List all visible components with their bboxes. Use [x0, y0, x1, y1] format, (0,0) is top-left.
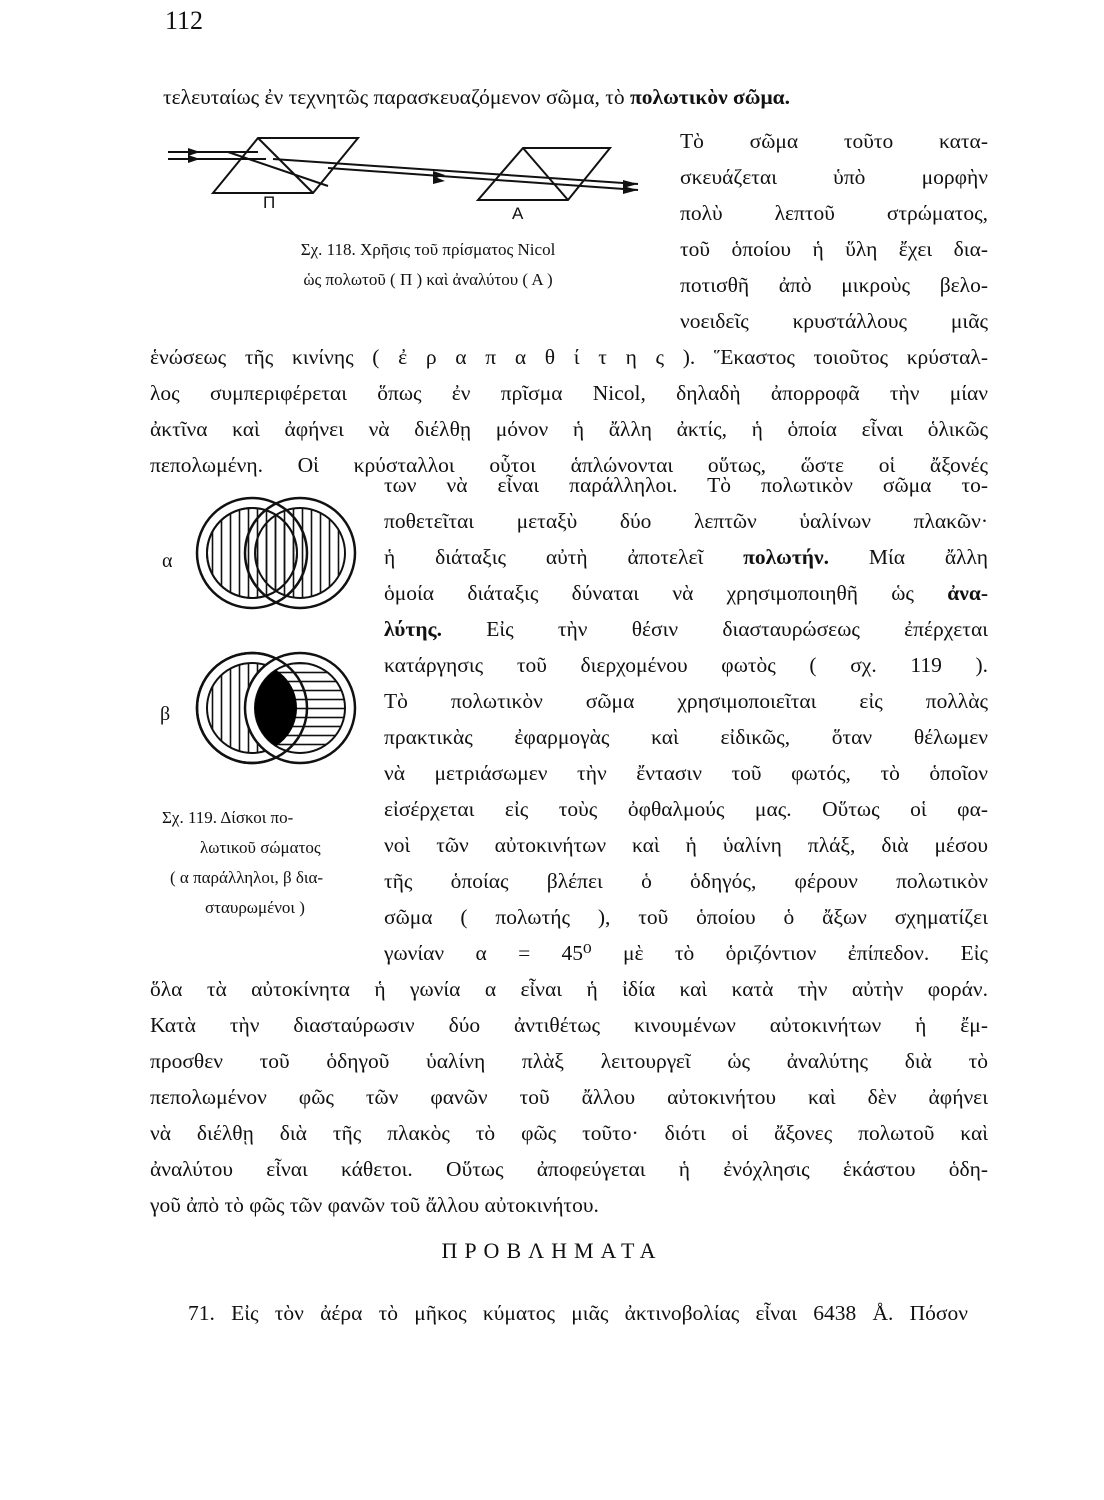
label-analyzer-a: Α: [512, 204, 524, 223]
page-number: 112: [165, 6, 204, 35]
label-alpha: α: [162, 550, 173, 572]
body-text: ἡ διάταξις αὐτὴ ἀποτελεῖ: [384, 545, 744, 569]
light-rays: [168, 152, 638, 190]
bold-term-analytes: ἀνα-: [947, 581, 988, 605]
disc-pair-crossed: [197, 653, 355, 763]
body-line-30: νὰ διέλθῃ διὰ τῆς πλακὸς τὸ φῶς τοῦτο· διότι οἱ ἄξονες πολωτοῦ καὶ: [150, 1121, 988, 1145]
body-line-9: λος συμπεριφέρεται ὅπως ἐν πρῖσμα Nicol, δηλαδὴ ἀπορροφᾶ τὴν μίαν: [150, 381, 988, 405]
body-line-20: νὰ μετριάσωμεν τὴν ἔντασιν τοῦ φωτός, τὸ ὁποῖον: [384, 761, 988, 785]
body-line-6: ποτισθῆ ἀπὸ μικροὺς βελο-: [680, 273, 988, 297]
body-line-25: γωνίαν α = 45⁰ μὲ τὸ ὁριζόντιον ἐπίπεδον. Εἰς: [384, 941, 988, 965]
figure-118-caption-line-2: ὡς πολωτοῦ ( Π ) καὶ ἀναλύτου ( Α ): [303, 270, 553, 289]
body-text: Εἰς τὴν θέσιν διασταυρώσεως ἐπέρχεται: [441, 617, 988, 641]
bold-term-polotikon-soma: πολωτικὸν σῶμα.: [630, 85, 791, 109]
figure-118-nicol-prisms: [168, 128, 658, 218]
body-line-12: των νὰ εἶναι παράλληλοι. Τὸ πολωτικὸν σῶμα το-: [384, 473, 988, 497]
figure-118-caption-line-1: Σχ. 118. Χρῆσις τοῦ πρίσματος Nicol: [300, 240, 556, 259]
body-line-27: Κατὰ τὴν διασταύρωσιν δύο ἀντιθέτως κινουμένων αὐτοκινήτων ἡ ἔμ-: [150, 1013, 988, 1037]
figure-119-caption-line-4: σταυρωμένοι ): [205, 898, 305, 917]
body-line-23: τῆς ὁποίας βλέπει ὁ ὁδηγός, φέρουν πολωτικὸν: [384, 869, 988, 893]
ray-arrows: [188, 148, 638, 194]
figure-119-polarizing-discs: [190, 488, 370, 778]
problem-71: 71. Εἰς τὸν ἀέρα τὸ μῆκος κύματος μιᾶς ἀκτινοβολίας εἶναι 6438 Å. Πόσον: [188, 1301, 968, 1325]
body-text: τελευταίως ἐν τεχνητῶς παρασκευαζόμενον σῶμα, τὸ: [163, 85, 630, 109]
body-line-26: ὅλα τὰ αὐτοκίνητα ἡ γωνία α εἶναι ἡ ἰδία καὶ κατὰ τὴν αὐτὴν φοράν.: [150, 977, 988, 1001]
label-polarizer-p: Π: [263, 193, 276, 212]
body-line-11: πεπολωμένη. Οἱ κρύσταλλοι οὗτοι ἁπλώνονται οὕτως, ὥστε οἱ ἄξονές: [150, 453, 988, 477]
body-line-13: ποθετεῖται μεταξὺ δύο λεπτῶν ὑαλίνων πλακῶν·: [384, 509, 988, 533]
figure-119-caption-line-1: Σχ. 119. Δίσκοι πο-: [162, 808, 294, 827]
body-line-1: [163, 84, 790, 110]
body-line-29: πεπολωμένον φῶς τῶν φανῶν τοῦ ἄλλου αὐτοκινήτου καὶ δὲν ἀφήνει: [150, 1085, 988, 1109]
body-line-19: πρακτικὰς ἐφαρμογὰς καὶ εἰδικῶς, ὅταν θέλωμεν: [384, 725, 988, 749]
body-line-5: τοῦ ὁποίου ἡ ὕλη ἔχει δια-: [680, 237, 988, 261]
body-line-31: ἀναλύτου εἶναι κάθετοι. Οὕτως ἀποφεύγεται ἡ ἐνόχλησις ἑκάστου ὁδη-: [150, 1157, 988, 1181]
body-line-4: πολὺ λεπτοῦ στρώματος,: [680, 201, 988, 225]
body-line-2: Τὸ σῶμα τοῦτο κατα-: [680, 129, 988, 153]
figure-119-caption-line-2: λωτικοῦ σώματος: [200, 838, 321, 857]
body-line-16: [384, 616, 988, 642]
body-line-24: σῶμα ( πολωτής ), τοῦ ὁποίου ὁ ἄξων σχηματίζει: [384, 905, 988, 929]
body-line-22: νοὶ τῶν αὐτοκινήτων καὶ ἡ ὑαλίνη πλάξ, διὰ μέσου: [384, 833, 988, 857]
body-line-21: εἰσέρχεται εἰς τοὺς ὀφθαλμούς μας. Οὕτως οἱ φα-: [384, 797, 988, 821]
body-line-32: γοῦ ἀπὸ τὸ φῶς τῶν φανῶν τοῦ ἄλλου αὐτοκινήτου.: [150, 1193, 599, 1217]
prism-polarizer: [213, 138, 358, 193]
body-line-15: [384, 580, 988, 606]
body-line-7: νοειδεῖς κρυστάλλους μιᾶς: [680, 309, 988, 333]
body-text: ὁμοία διάταξις δύναται νὰ χρησιμοποιηθῆ ὡς: [384, 581, 948, 605]
disc-pair-parallel: [197, 498, 355, 608]
body-line-8: ἑνώσεως τῆς κινίνης ( ἐ ρ α π α θ ί τ η ς ). Ἕκαστος τοιοῦτος κρύσταλ-: [150, 345, 988, 369]
bold-term-analytes-cont: λύτης.: [384, 617, 442, 641]
body-line-28: προσθεν τοῦ ὁδηγοῦ ὑαλίνη πλὰξ λειτουργεῖ ὡς ἀναλύτης διὰ τὸ: [150, 1049, 988, 1073]
body-line-17: κατάργησις τοῦ διερχομένου φωτὸς ( σχ. 119 ).: [384, 653, 988, 677]
body-line-14: [384, 544, 988, 570]
body-line-18: Τὸ πολωτικὸν σῶμα χρησιμοποιεῖται εἰς πολλὰς: [384, 689, 988, 713]
label-beta: β: [160, 703, 171, 725]
body-line-3: σκευάζεται ὑπὸ μορφὴν: [680, 165, 988, 189]
bold-term-poloten: πολωτήν.: [743, 545, 829, 569]
figure-119-caption-line-3: ( α παράλληλοι, β δια-: [170, 868, 324, 887]
body-line-10: ἀκτῖνα καὶ ἀφήνει νὰ διέλθῃ μόνον ἡ ἄλλη ἀκτίς, ἡ ὁποία εἶναι ὁλικῶς: [150, 417, 988, 441]
body-text: Μία ἄλλη: [829, 545, 988, 569]
section-heading-problems: ΠΡΟΒΛΗΜΑΤΑ: [441, 1238, 663, 1263]
